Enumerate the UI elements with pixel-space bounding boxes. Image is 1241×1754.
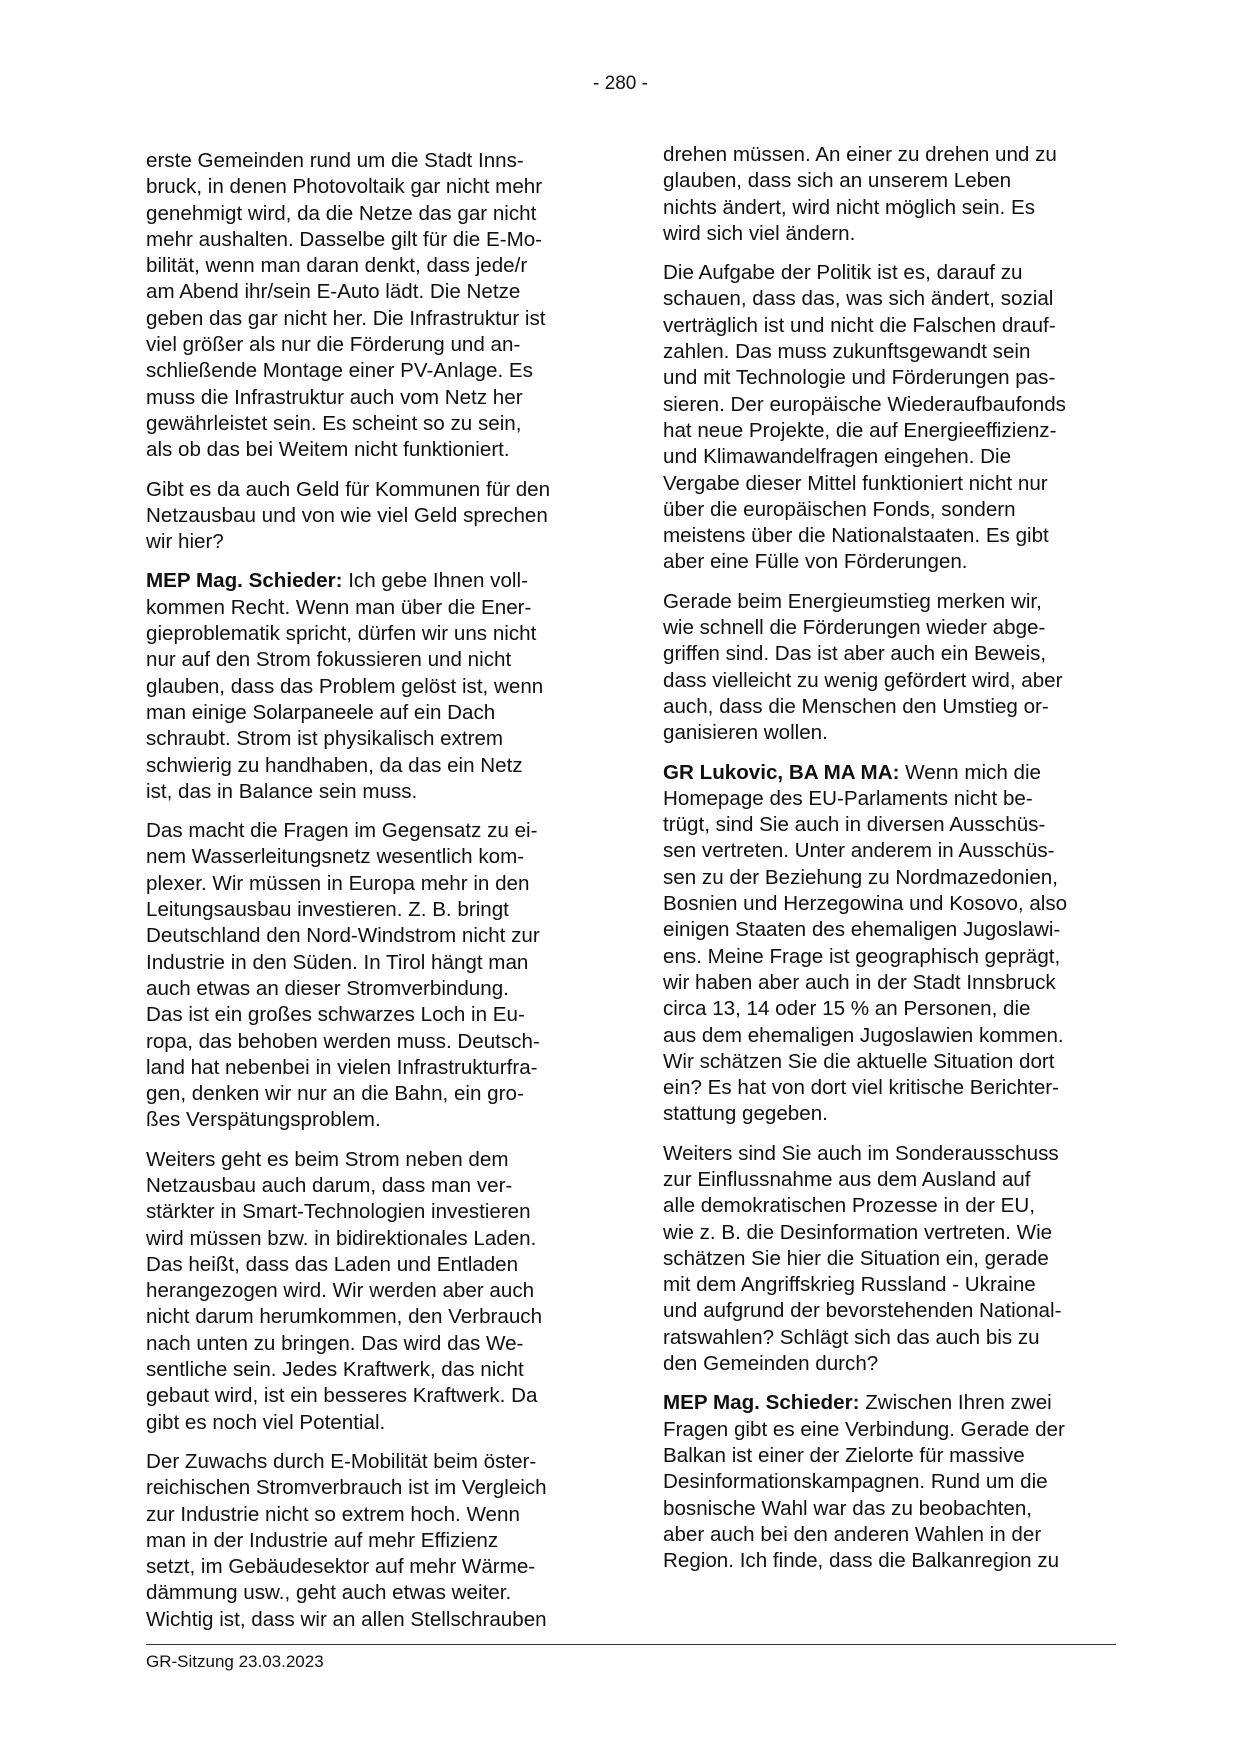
text-line: sen vertreten. Unter anderem in Ausschüs- [663, 839, 1055, 863]
speaker-name: GR Lukovic, BA MA MA: [663, 760, 900, 784]
text-line: schließende Montage einer PV-Anlage. Es [146, 359, 533, 383]
text-line: Industrie in den Süden. In Tirol hängt man [146, 950, 529, 974]
text-line: GR Lukovic, BA MA MA: Wenn mich die [663, 760, 1042, 784]
text-line: und aufgrund der bevorstehenden National- [663, 1299, 1062, 1323]
text-line: nicht darum herumkommen, den Verbrauch [146, 1305, 543, 1329]
text-line: auch etwas an dieser Stromverbindung. [146, 976, 509, 1000]
text-line: als ob das bei Weitem nicht funktioniert. [146, 438, 510, 462]
text-line: dass vielleicht zu wenig gefördert wird, aber [663, 668, 1063, 692]
text-line: Weiters geht es beim Strom neben dem [146, 1147, 509, 1171]
text-line: Leitungsausbau investieren. Z. B. bringt [146, 898, 509, 922]
paragraph [146, 568, 604, 805]
text-line: griffen sind. Das ist aber auch ein Beweis, [663, 642, 1047, 666]
text-line: Fragen gibt es eine Verbindung. Gerade der [663, 1417, 1065, 1441]
text-line: zahlen. Das muss zukunftsgewandt sein [663, 340, 1031, 364]
speaker-name: MEP Mag. Schieder: [146, 569, 343, 593]
text-line: erste Gemeinden rund um die Stadt Inns- [146, 149, 524, 172]
text-line: geben das gar nicht her. Die Infrastruktur ist [146, 306, 546, 330]
text-line: stärkter in Smart-Technologien investieren [146, 1200, 531, 1224]
text-line: ratswahlen? Schlägt sich das auch bis zu [663, 1325, 1040, 1349]
text-line: Netzausbau und von wie viel Geld sprechen [146, 503, 548, 527]
paragraph [663, 1141, 1121, 1378]
text-line: wird müssen bzw. in bidirektionales Laden. [146, 1226, 537, 1250]
text-line: alle demokratischen Prozesse in der EU, [663, 1194, 1036, 1218]
text-line: wie schnell die Förderungen wieder abge- [663, 616, 1046, 640]
text-line: Gibt es da auch Geld für Kommunen für den [146, 477, 551, 501]
text-line: gibt es noch viel Potential. [146, 1410, 386, 1434]
text-line: man einige Solarpaneele auf ein Dach [146, 700, 496, 724]
text-line: circa 13, 14 oder 15 % an Personen, die [663, 997, 1031, 1021]
text-line: schätzen Sie hier die Situation ein, gerade [663, 1246, 1049, 1270]
paragraph [663, 760, 1121, 1128]
text-line: viel größer als nur die Förderung und an- [146, 333, 521, 357]
text-line: nem Wasserleitungsnetz wesentlich kom- [146, 845, 525, 869]
text-line: Homepage des EU-Parlaments nicht be- [663, 786, 1033, 810]
text-line: Der Zuwachs durch E-Mobilität beim öster- [146, 1449, 537, 1473]
text-line: trügt, sind Sie auch in diversen Ausschüs- [663, 813, 1046, 837]
paragraph [663, 589, 1121, 747]
text-line: schwierig zu handhaben, da das ein Netz [146, 753, 523, 777]
text-line: Das ist ein großes schwarzes Loch in Eu- [146, 1003, 525, 1027]
text-line: mit dem Angriffskrieg Russland - Ukraine [663, 1273, 1036, 1297]
text-line: ropa, das behoben werden muss. Deutsch- [146, 1029, 540, 1053]
paragraph [146, 148, 604, 464]
text-line: und Klimawandelfragen eingehen. Die [663, 445, 1012, 469]
text-line: einigen Staaten des ehemaligen Jugoslawi- [663, 918, 1061, 942]
text-line: und mit Technologie und Förderungen pas- [663, 366, 1056, 390]
footer-session-date: GR-Sitzung 23.03.2023 [146, 1652, 324, 1671]
text-line: Region. Ich finde, dass die Balkanregion zu [663, 1549, 1060, 1573]
text-line: ganisieren wollen. [663, 721, 828, 745]
text-line: Gerade beim Energieumstieg merken wir, [663, 589, 1042, 613]
paragraph [146, 1449, 604, 1633]
paragraph [146, 1147, 604, 1436]
text-line: stattung gegeben. [663, 1102, 828, 1126]
text-line: Weiters sind Sie auch im Sonderausschuss [663, 1141, 1059, 1165]
text-line: bosnische Wahl war das zu beobachten, [663, 1496, 1032, 1520]
text-line: wir hier? [146, 530, 224, 554]
text-line: hat neue Projekte, die auf Energieeffizienz- [663, 418, 1057, 442]
text-line: aus dem ehemaligen Jugoslawien kommen. [663, 1023, 1064, 1047]
paragraph [146, 477, 604, 556]
text-line: ßes Verspätungsproblem. [146, 1108, 381, 1132]
text-line: glauben, dass das Problem gelöst ist, wenn [146, 674, 544, 698]
left-column [146, 148, 604, 1646]
text-line: setzt, im Gebäudesektor auf mehr Wärme- [146, 1555, 536, 1579]
text-line: über die europäischen Fonds, sondern [663, 497, 1016, 521]
text-line: Wir schätzen Sie die aktuelle Situation dort [663, 1049, 1055, 1073]
text-line: Deutschland den Nord-Windstrom nicht zur [146, 924, 540, 948]
paragraph [663, 260, 1121, 576]
text-line: sen zu der Beziehung zu Nordmazedonien, [663, 865, 1058, 889]
text-line: auch, dass die Menschen den Umstieg or- [663, 694, 1049, 718]
text-line: bruck, in denen Photovoltaik gar nicht mehr [146, 175, 543, 199]
text-line: land hat nebenbei in vielen Infrastrukturfra- [146, 1055, 538, 1079]
text-line: schauen, dass das, was sich ändert, sozial [663, 287, 1054, 311]
text-line: MEP Mag. Schieder: Zwischen Ihren zwei [663, 1391, 1052, 1415]
text-line: Das heißt, dass das Laden und Entladen [146, 1252, 519, 1276]
text-line: kommen Recht. Wenn man über die Ener- [146, 595, 532, 619]
text-line: schraubt. Strom ist physikalisch extrem [146, 727, 504, 751]
text-line: aber eine Fülle von Förderungen. [663, 550, 968, 574]
text-line: genehmigt wird, da die Netze das gar nicht [146, 201, 537, 225]
text-line: herangezogen wird. Wir werden aber auch [146, 1279, 535, 1303]
text-line: zur Einflussnahme aus dem Ausland auf [663, 1167, 1031, 1191]
text-line: gewährleistet sein. Es scheint so zu sein, [146, 411, 522, 435]
text-line: aber auch bei den anderen Wahlen in der [663, 1522, 1042, 1546]
text-line: Bosnien und Herzegowina und Kosovo, also [663, 892, 1068, 916]
text-line: bilität, wenn man daran denkt, dass jede/r [146, 254, 528, 278]
speaker-name: MEP Mag. Schieder: [663, 1391, 860, 1415]
paragraph [146, 818, 604, 1134]
text-line: nichts ändert, wird nicht möglich sein. Es [663, 195, 1035, 219]
text-line: glauben, dass sich an unserem Leben [663, 169, 1012, 193]
right-column [663, 142, 1121, 1587]
text-line: Wichtig ist, dass wir an allen Stellschrauben [146, 1607, 547, 1631]
text-line: ist, das in Balance sein muss. [146, 779, 418, 803]
text-line: man in der Industrie auf mehr Effizienz [146, 1528, 499, 1552]
text-line: zur Industrie nicht so extrem hoch. Wenn [146, 1502, 520, 1526]
text-line: nach unten zu bringen. Das wird das We- [146, 1331, 524, 1355]
text-line: Das macht die Fragen im Gegensatz zu ei- [146, 819, 538, 843]
text-line: wir haben aber auch in der Stadt Innsbruck [663, 970, 1056, 994]
page-number: - 280 - [593, 73, 648, 94]
text-line: ens. Meine Frage ist geographisch geprägt, [663, 944, 1061, 968]
text-line: muss die Infrastruktur auch vom Netz her [146, 385, 523, 409]
text-line: meistens über die Nationalstaaten. Es gibt [663, 524, 1049, 548]
text-line: reichischen Stromverbrauch ist im Vergleich [146, 1476, 547, 1500]
text-line: gebaut wird, ist ein besseres Kraftwerk. Da [146, 1384, 538, 1408]
text-line: Die Aufgabe der Politik ist es, darauf zu [663, 261, 1023, 285]
text-line: wird sich viel ändern. [663, 221, 856, 245]
text-line: MEP Mag. Schieder: Ich gebe Ihnen voll- [146, 569, 528, 593]
paragraph [663, 142, 1121, 247]
text-line: Vergabe dieser Mittel funktioniert nicht nur [663, 471, 1048, 495]
text-line: dämmung usw., geht auch etwas weiter. [146, 1581, 512, 1605]
text-line: Desinformationskampagnen. Rund um die [663, 1470, 1048, 1494]
text-line: wie z. B. die Desinformation vertreten. Wie [663, 1220, 1053, 1244]
text-line: gen, denken wir nur an die Bahn, ein gro- [146, 1082, 524, 1106]
text-line: nur auf den Strom fokussieren und nicht [146, 648, 512, 672]
text-line: sieren. Der europäische Wiederaufbaufonds [663, 392, 1066, 416]
text-line: Netzausbau auch darum, dass man ver- [146, 1173, 513, 1197]
text-line: sentliche sein. Jedes Kraftwerk, das nicht [146, 1358, 524, 1382]
text-line: Balkan ist einer der Zielorte für massive [663, 1443, 1025, 1467]
text-line: drehen müssen. An einer zu drehen und zu [663, 143, 1057, 166]
text-line: am Abend ihr/sein E-Auto lädt. Die Netze [146, 280, 521, 304]
text-line: gieproblematik spricht, dürfen wir uns nicht [146, 622, 537, 646]
footer-divider [146, 1644, 1116, 1645]
text-line: verträglich ist und nicht die Falschen drauf- [663, 313, 1056, 337]
paragraph [663, 1390, 1121, 1574]
text-line: ein? Es hat von dort viel kritische Berichter- [663, 1076, 1060, 1100]
text-line: plexer. Wir müssen in Europa mehr in den [146, 871, 530, 895]
text-line: mehr aushalten. Dasselbe gilt für die E-Mo- [146, 227, 543, 251]
text-line: den Gemeinden durch? [663, 1352, 879, 1376]
